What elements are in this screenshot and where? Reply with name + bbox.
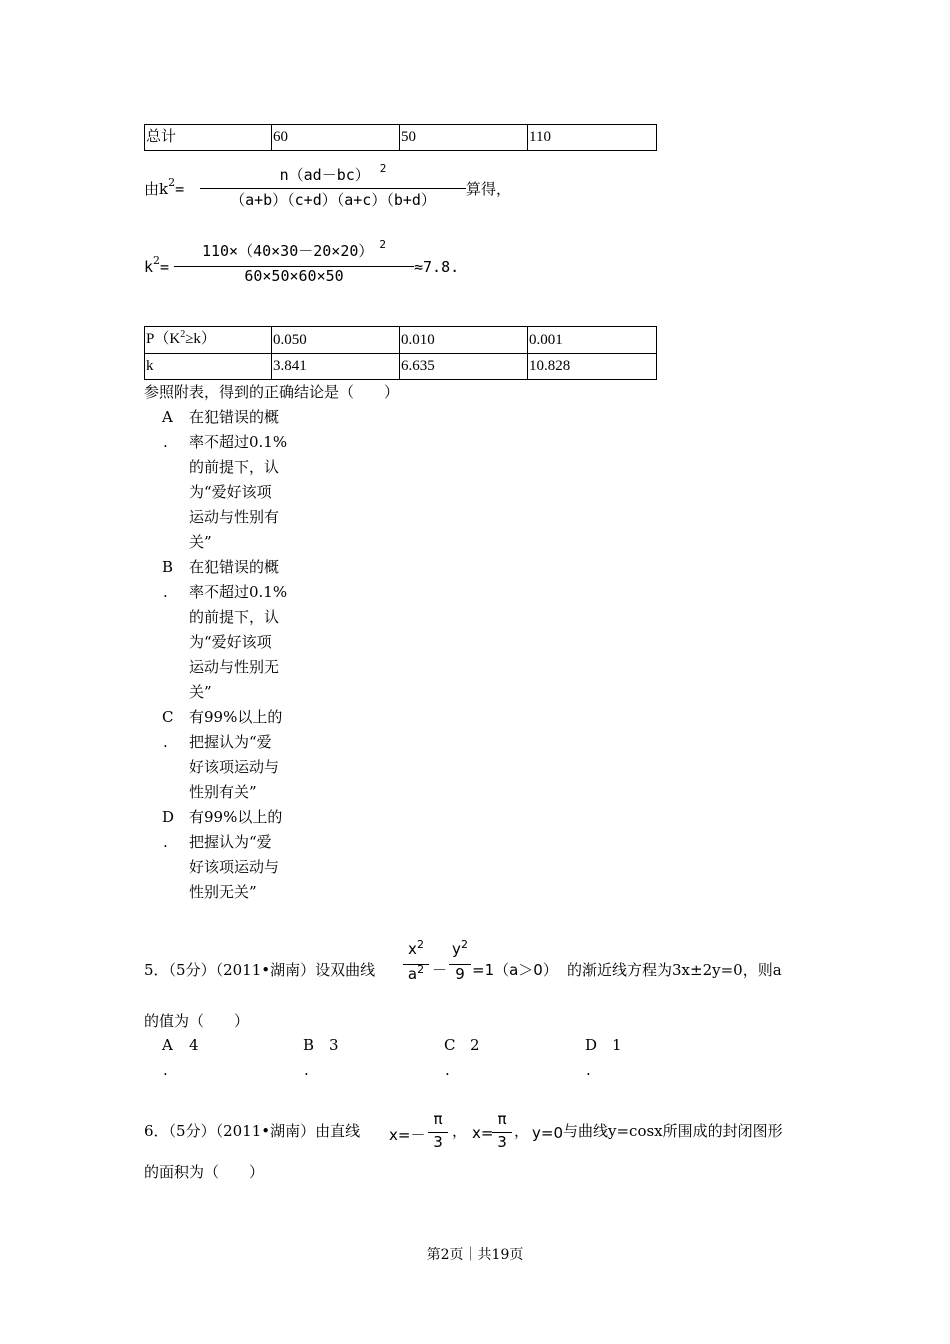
superscript: 2 — [153, 254, 161, 267]
option-line: 的前提下，认 — [189, 608, 280, 626]
option-line: 为“爱好该项 — [189, 483, 272, 501]
formula-suffix: ≈7.8. — [414, 258, 460, 276]
fraction-pi-over-3 — [492, 1110, 512, 1151]
question-head: 6．（5分）（2011•湖南）由直线 — [144, 1122, 361, 1140]
option-line: 的前提下，认 — [189, 458, 280, 476]
option-dot: . — [586, 1061, 591, 1079]
option-text — [189, 555, 287, 705]
option-line: 有99%以上的 — [189, 808, 283, 826]
table-cell: 6.635 — [400, 354, 528, 380]
cell-text: ≥k） — [185, 331, 216, 347]
superscript: 2 — [417, 963, 425, 976]
option-line: 关” — [189, 533, 212, 551]
question-head: 5．（5分）（2011•湖南）设双曲线 — [144, 961, 376, 979]
option-text — [189, 705, 282, 805]
superscript: 2 — [379, 162, 387, 175]
table-row — [145, 125, 657, 151]
y-equals-zero: y=0 — [532, 1124, 563, 1142]
formula-k2-general — [144, 160, 664, 215]
formula-prefix: k — [144, 258, 154, 276]
option-line: 运动与性别有 — [189, 508, 280, 526]
option-line: 为“爱好该项 — [189, 633, 272, 651]
option-letter: D — [162, 808, 175, 826]
option-dot: . — [163, 433, 168, 451]
fraction-denominator: 9 — [455, 965, 465, 983]
table-row — [145, 327, 657, 354]
option-value: 2 — [470, 1036, 480, 1054]
option-letter: B — [162, 558, 174, 576]
fraction-denominator: 60×50×60×50 — [244, 267, 344, 285]
question-tail: 与曲线y=cosx所围成的封闭图形 — [563, 1122, 783, 1140]
contingency-total-table — [144, 124, 657, 151]
fraction-numerator: n（ad－bc） — [279, 166, 370, 184]
option-line: 好该项运动与 — [189, 858, 280, 876]
option-value: 3 — [329, 1036, 339, 1054]
fraction-numerator: y — [452, 940, 461, 958]
x-equals: x= — [472, 1124, 494, 1142]
superscript: 2 — [168, 176, 176, 189]
question-stem: 参照附表，得到的正确结论是（ ） — [144, 383, 400, 401]
option-dot: . — [304, 1061, 309, 1079]
option-letter: C — [162, 708, 174, 726]
table-cell: 3.841 — [272, 354, 400, 380]
option-text — [189, 805, 282, 905]
fraction-denominator: 3 — [497, 1133, 507, 1151]
x-equals-neg: x=－ — [389, 1126, 426, 1144]
question-line2: 的值为（ ） — [144, 1012, 250, 1030]
option-letter: A — [162, 1036, 173, 1054]
question-line2: 的面积为（ ） — [144, 1163, 265, 1181]
option-line: 关” — [189, 683, 212, 701]
page-footer: 第2页｜共19页 — [426, 1247, 524, 1263]
table-cell: k — [145, 354, 272, 380]
fraction-denominator: （a+b）（c+d）（a+c）（b+d） — [230, 191, 436, 209]
option-line: 在犯错误的概 — [189, 558, 280, 576]
fraction — [200, 164, 466, 210]
table-cell: 110 — [528, 125, 657, 151]
fraction-denominator: a — [407, 965, 418, 983]
cell-text: P（K — [146, 331, 181, 347]
fraction-denominator: 3 — [433, 1133, 443, 1151]
equals-sign: = — [175, 180, 185, 198]
option-value: 1 — [612, 1036, 622, 1054]
option-line: 在犯错误的概 — [189, 408, 280, 426]
comma: ， — [514, 1122, 530, 1140]
fraction-y2-over-9 — [449, 940, 471, 983]
option-letter: D — [585, 1036, 598, 1054]
option-value: 4 — [189, 1036, 199, 1054]
superscript: 2 — [416, 938, 424, 951]
option-line: 好该项运动与 — [189, 758, 280, 776]
table-cell: 50 — [400, 125, 528, 151]
option-dot: . — [163, 1061, 168, 1079]
table-cell: 0.001 — [528, 327, 657, 354]
table-cell: 60 — [272, 125, 400, 151]
formula-k2-computed — [144, 236, 664, 296]
superscript: 2 — [379, 238, 387, 251]
option-dot: . — [163, 833, 168, 851]
table-row — [145, 354, 657, 380]
minus-sign: － — [432, 961, 448, 979]
option-letter: B — [303, 1036, 315, 1054]
fraction-numerator: x — [408, 940, 417, 958]
formula-suffix: 算得， — [466, 180, 512, 198]
table-cell — [145, 327, 272, 354]
fraction-numerator: 110×（40×30－20×20） — [201, 242, 374, 260]
condition: =1（a＞0） — [472, 961, 558, 979]
equals-sign: = — [160, 258, 170, 276]
table-cell: 0.050 — [272, 327, 400, 354]
fraction-x2-over-a2 — [403, 940, 429, 983]
critical-value-table — [144, 326, 657, 380]
option-dot: . — [163, 583, 168, 601]
fraction-numerator: π — [433, 1110, 443, 1128]
option-line: 率不超过0.1% — [189, 433, 288, 451]
fraction-pi-over-3 — [428, 1110, 448, 1151]
option-line: 性别无关” — [189, 883, 257, 901]
option-letter: A — [162, 408, 173, 426]
formula-prefix: 由k — [144, 180, 169, 198]
table-cell: 10.828 — [528, 354, 657, 380]
superscript: 2 — [460, 938, 468, 951]
option-line: 把握认为“爱 — [189, 733, 272, 751]
option-line: 率不超过0.1% — [189, 583, 288, 601]
option-line: 运动与性别无 — [189, 658, 280, 676]
comma: ， — [452, 1122, 468, 1140]
fraction — [174, 240, 414, 285]
option-line: 有99%以上的 — [189, 708, 283, 726]
fraction-numerator: π — [497, 1110, 507, 1128]
superscript: 2 — [180, 329, 186, 340]
table-cell: 总计 — [145, 125, 272, 151]
option-line: 性别有关” — [189, 783, 257, 801]
option-dot: . — [445, 1061, 450, 1079]
option-text — [189, 405, 287, 555]
option-dot: . — [163, 733, 168, 751]
table-cell: 0.010 — [400, 327, 528, 354]
option-line: 把握认为“爱 — [189, 833, 272, 851]
question-tail: 的渐近线方程为3x±2y=0，则a — [567, 961, 782, 979]
option-letter: C — [444, 1036, 456, 1054]
